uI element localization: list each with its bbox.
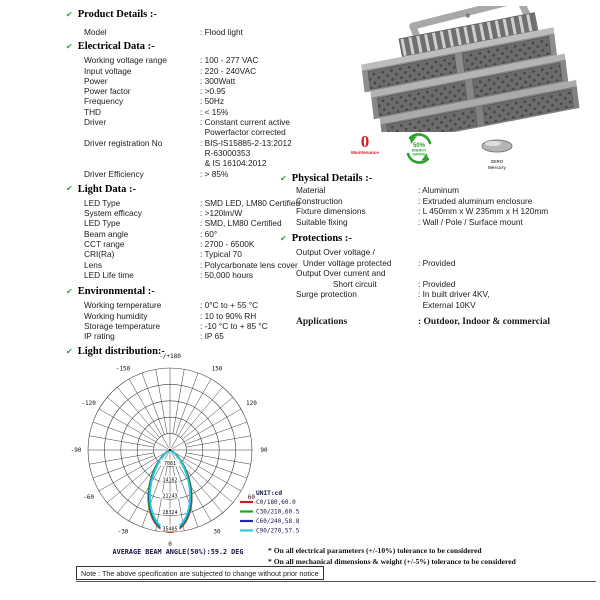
spec-row	[84, 107, 346, 117]
protections-rows	[280, 247, 596, 310]
spec-value: : Typical 70	[200, 249, 242, 260]
electrical-rows	[66, 55, 346, 179]
spec-value: : Provided	[418, 278, 456, 289]
mercury-drop-icon	[476, 137, 518, 154]
spec-row	[296, 196, 596, 207]
section-header-protections	[280, 232, 596, 245]
svg-text:C30/210,60.5: C30/210,60.5	[256, 508, 300, 516]
spec-label: Input voltage	[84, 65, 132, 76]
spec-value: : 2700 - 6500K	[200, 239, 255, 250]
spec-row	[84, 138, 346, 148]
footnotes	[268, 545, 516, 567]
spec-row	[84, 96, 346, 106]
spec-label: Beam angle	[84, 228, 129, 239]
applications-value: : Outdoor, Indoor & commercial	[418, 317, 551, 327]
spec-value: External 10KV	[418, 299, 476, 310]
spec-label: Lens	[84, 259, 102, 270]
svg-text:-150: -150	[115, 365, 131, 373]
energy-saving-badge	[401, 130, 437, 173]
spec-row	[296, 279, 596, 290]
section-title-light-distribution: Light distribution:-	[77, 346, 165, 358]
footnote-mechanical-tolerance: * On all mechanical dimensions & weight (+/-5%) tolerance to be considered	[268, 557, 516, 566]
spec-value: : >120lm/W	[200, 208, 243, 219]
spec-label: Storage temperature	[84, 320, 161, 331]
spec-value: : Polycarbonate lens cover	[200, 259, 298, 270]
spec-label: Working voltage range	[84, 55, 167, 66]
spec-value: : SMD, LM80 Certified	[200, 218, 282, 229]
spec-label: Frequency	[84, 96, 124, 107]
spec-row	[84, 158, 346, 168]
svg-text:-30: -30	[117, 528, 129, 536]
spec-value: : 0°C to + 55 °C	[200, 300, 259, 311]
footer-divider	[76, 581, 596, 582]
svg-text:-/+180: -/+180	[159, 353, 181, 360]
spec-label: Output Over current and	[296, 268, 386, 278]
spec-row	[84, 148, 346, 158]
section-header-product-details	[66, 8, 346, 21]
zero-maintenance-badge	[343, 133, 387, 156]
svg-text:-90: -90	[70, 447, 82, 454]
spec-value: Powerfactor corrected	[200, 127, 286, 138]
spec-label: Under voltage protected	[296, 257, 392, 268]
section-title-protections: Protections :-	[291, 233, 352, 244]
zero-maintenance-icon: 0	[360, 132, 370, 151]
spec-row	[84, 127, 346, 137]
energy-saving-label: SAVING	[412, 152, 426, 157]
spec-label: Output Over voltage /	[296, 247, 375, 257]
spec-value: : IP 65	[200, 331, 224, 342]
zero-mercury-label-line2: Mercury	[488, 164, 506, 170]
section-title-light-data: Light Data :-	[77, 183, 137, 195]
spec-label: CRI(Ra)	[84, 249, 115, 260]
spec-value: & IS 16104:2012	[200, 158, 267, 169]
recycle-arrows-icon	[401, 130, 437, 168]
spec-label: Working humidity	[84, 310, 148, 321]
applications-label: Applications	[296, 317, 348, 327]
spec-row	[296, 217, 596, 228]
spec-row	[296, 247, 596, 258]
svg-text:35405: 35405	[162, 526, 178, 533]
spec-label: Surge protection	[296, 289, 357, 299]
spec-value: : Extruded aluminum enclosure	[418, 195, 533, 206]
spec-label: Power factor	[84, 86, 131, 97]
svg-text:C90/270,57.5: C90/270,57.5	[256, 527, 300, 535]
spec-label: Working temperature	[84, 300, 162, 311]
spec-row	[84, 331, 346, 341]
svg-text:C60/240,58.8: C60/240,58.8	[256, 518, 300, 525]
spec-value: R-63000353	[200, 147, 251, 158]
spec-row	[296, 185, 596, 196]
spec-row	[84, 86, 346, 96]
spec-row	[84, 55, 346, 65]
check-icon: ✔	[280, 233, 287, 243]
spec-value: : 220 - 240VAC	[200, 65, 257, 76]
right-column	[280, 172, 596, 327]
spec-row	[84, 117, 346, 127]
section-title-environmental: Environmental :-	[77, 286, 155, 298]
spec-value: : 100 - 277 VAC	[200, 55, 259, 66]
svg-text:60: 60	[247, 494, 256, 501]
section-title-physical-details: Physical Details :-	[291, 173, 373, 184]
check-icon: ✔	[280, 173, 287, 183]
section-title-electrical: Electrical Data :-	[77, 41, 155, 53]
spec-row	[296, 289, 596, 300]
svg-text:7081: 7081	[163, 460, 177, 467]
spec-value: : L 450mm x W 235mm x H 120mm	[418, 206, 549, 216]
spec-value: : < 15%	[200, 106, 229, 117]
check-icon: ✔	[66, 184, 73, 194]
note-box: Note : The above specification are subjected to change without prior notice	[76, 566, 324, 580]
model-label: Model	[84, 27, 107, 37]
svg-text:28324: 28324	[162, 510, 178, 517]
spec-value: : 50Hz	[200, 96, 224, 107]
physical-rows	[280, 185, 596, 227]
svg-text:C0/180,60.0: C0/180,60.0	[256, 499, 296, 506]
svg-text:14162: 14162	[162, 477, 178, 484]
section-header-electrical	[66, 40, 346, 53]
spec-label: Driver registration No	[84, 137, 163, 148]
spec-label: System efficacy	[84, 208, 142, 219]
spec-label: LED Type	[84, 197, 121, 208]
zero-mercury-label-line1: ZERO	[490, 159, 504, 164]
spec-label	[84, 148, 200, 158]
spec-row	[296, 258, 596, 269]
svg-text:21243: 21243	[162, 493, 178, 500]
spec-label: Construction	[296, 195, 343, 206]
spec-label: Driver	[84, 117, 107, 128]
spec-value: : 10 to 90% RH	[200, 310, 257, 321]
svg-text:120: 120	[245, 400, 257, 407]
spec-value: : Constant current active	[200, 117, 290, 128]
footnote-electrical-tolerance: * On all electrical parameters (+/-10%) tolerance to be considered	[268, 546, 482, 555]
spec-row	[296, 300, 596, 311]
svg-text:-120: -120	[81, 400, 96, 407]
spec-label: Short circuit	[296, 278, 377, 289]
spec-value: : Provided	[418, 257, 456, 268]
check-icon: ✔	[66, 286, 73, 296]
maintenance-label: Maintenance	[351, 150, 379, 155]
svg-text:90: 90	[260, 447, 268, 454]
spec-label: Suitable fixing	[296, 216, 348, 227]
section-header-physical-details	[280, 172, 596, 185]
spec-value: : Wall / Pole / Surface mount	[418, 216, 523, 227]
flood-light-product-image	[350, 6, 592, 132]
svg-text:150: 150	[211, 365, 223, 373]
spec-value: : 300Watt	[200, 75, 236, 86]
spec-row	[296, 206, 596, 217]
spec-value: : In built driver 4KV,	[418, 289, 490, 299]
spec-row	[296, 268, 596, 279]
model-row	[66, 27, 346, 37]
spec-label	[296, 300, 418, 311]
spec-value: : 50,000 hours	[200, 269, 254, 280]
spec-label: Fixture dimensions	[296, 206, 366, 216]
check-icon: ✔	[66, 41, 73, 51]
spec-label: CCT range	[84, 239, 125, 250]
light-distribution-chart	[36, 346, 336, 564]
svg-text:AVERAGE BEAM ANGLE(50%):59.2 D: AVERAGE BEAM ANGLE(50%):59.2 DEG	[112, 548, 244, 556]
spec-label: IP rating	[84, 331, 115, 342]
spec-value: : Aluminum	[418, 185, 460, 195]
spec-value: : -10 °C to + 85 °C	[200, 320, 268, 331]
spec-label	[84, 158, 200, 168]
spec-label: LED Type	[84, 218, 121, 229]
model-value: : Flood light	[200, 27, 243, 37]
section-title-product-details: Product Details :-	[77, 9, 157, 20]
spec-value: : SMD LED, LM80 Certified	[200, 197, 301, 208]
svg-text:30: 30	[213, 528, 221, 536]
spec-label: Material	[296, 185, 326, 195]
spec-row	[84, 66, 346, 76]
zero-mercury-badge	[476, 137, 518, 170]
spec-value: : > 85%	[200, 168, 229, 179]
spec-label: LED Life time	[84, 269, 134, 280]
svg-text:0: 0	[168, 541, 172, 548]
spec-label: THD	[84, 106, 102, 117]
svg-text:UNIT:cd: UNIT:cd	[256, 490, 283, 497]
spec-value: : >0.95	[200, 86, 226, 97]
energy-50-label: 50%	[412, 143, 426, 149]
check-icon: ✔	[66, 9, 73, 19]
spec-value: : 60°	[200, 228, 218, 239]
spec-value: : BIS-IS15885-2-13:2012	[200, 137, 292, 148]
svg-text:-60: -60	[83, 494, 95, 501]
spec-label: Power	[84, 75, 108, 86]
check-icon: ✔	[66, 346, 73, 356]
energy-energy-label: ENERGY	[411, 148, 427, 153]
spec-row	[84, 76, 346, 86]
spec-label: Driver Efficiency	[84, 168, 144, 179]
applications-row	[280, 317, 596, 327]
spec-label	[84, 127, 200, 137]
